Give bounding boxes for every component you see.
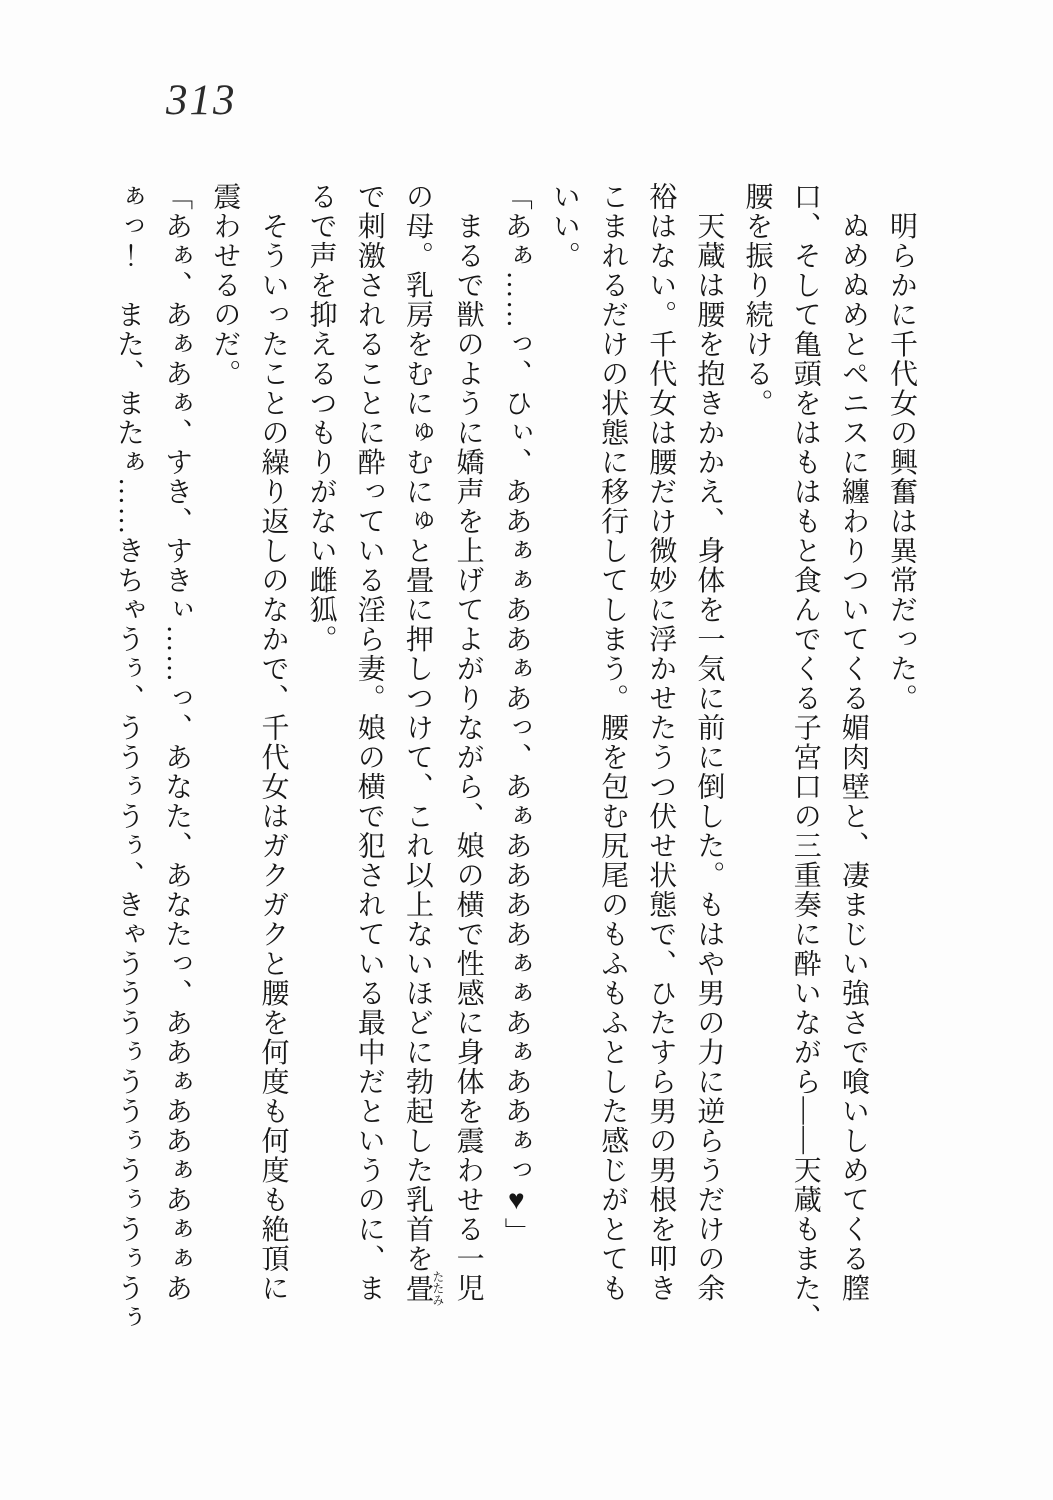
furigana: たたみ [430, 1270, 444, 1306]
text-line: 口、そして亀頭をはもはもと食んでくる子宮口の三重奏に酔いながら――天蔵もまた、 [789, 182, 821, 1333]
text-line: 震わせるのだ。 [209, 182, 241, 389]
text-line: 「あぁ、あぁあぁ、すき、すきぃ……っ、あなた、あなたっ、ああぁああぁあぁぁあ [161, 182, 193, 1303]
text-line: ぁっ！ また、またぁ……きちゃうぅ、ううぅうぅ、きゃうううぅううぅうぅうぅうぅ [113, 182, 144, 1333]
text-line: ぬめぬめとペニスに纏わりついてくる媚肉壁と、凄まじい強さで喰いしめてくる膣 [837, 182, 869, 1303]
text-line: 腰を振り続ける。 [741, 182, 773, 418]
text-line: の母。乳房をむにゅむにゅと畳に押しつけて、これ以上ないほどに勃起した乳首を畳たたみ [401, 182, 444, 1306]
text-line: 天蔵は腰を抱きかかえ、身体を一気に前に倒した。もはや男の力に逆らうだけの余 [693, 182, 725, 1303]
text-line: いい。 [548, 182, 580, 271]
text-line: 「あぁ……っ、ひぃ、ああぁぁああぁあっ、あぁああああぁぁあぁああぁっ♥」 [500, 182, 532, 1247]
text-line: そういったことの繰り返しのなかで、千代女はガクガクと腰を何度も何度も絶頂に [257, 182, 289, 1303]
text-line: で刺激されることに酔っている淫ら妻。娘の横で犯されている最中だというのに、ま [353, 182, 385, 1303]
page-number: 313 [166, 77, 237, 124]
text-line: るで声を抑えるつもりがない雌狐。 [305, 182, 337, 654]
text-line: 明らかに千代女の興奮は異常だった。 [886, 182, 917, 713]
text-line: こまれるだけの状態に移行してしまう。腰を包む尻尾のもふもふとした感じがとても [597, 182, 629, 1303]
ruby-annotated-word: 畳たたみ [401, 1270, 444, 1306]
text-line: まるで獣のように嬌声を上げてよがりながら、娘の横で性感に身体を震わせる一児 [452, 182, 484, 1303]
text-columns [104, 182, 925, 1367]
text-line: 裕はない。千代女は腰だけ微妙に浮かせたうつ伏せ状態で、ひたすら男の男根を叩き [645, 182, 677, 1303]
